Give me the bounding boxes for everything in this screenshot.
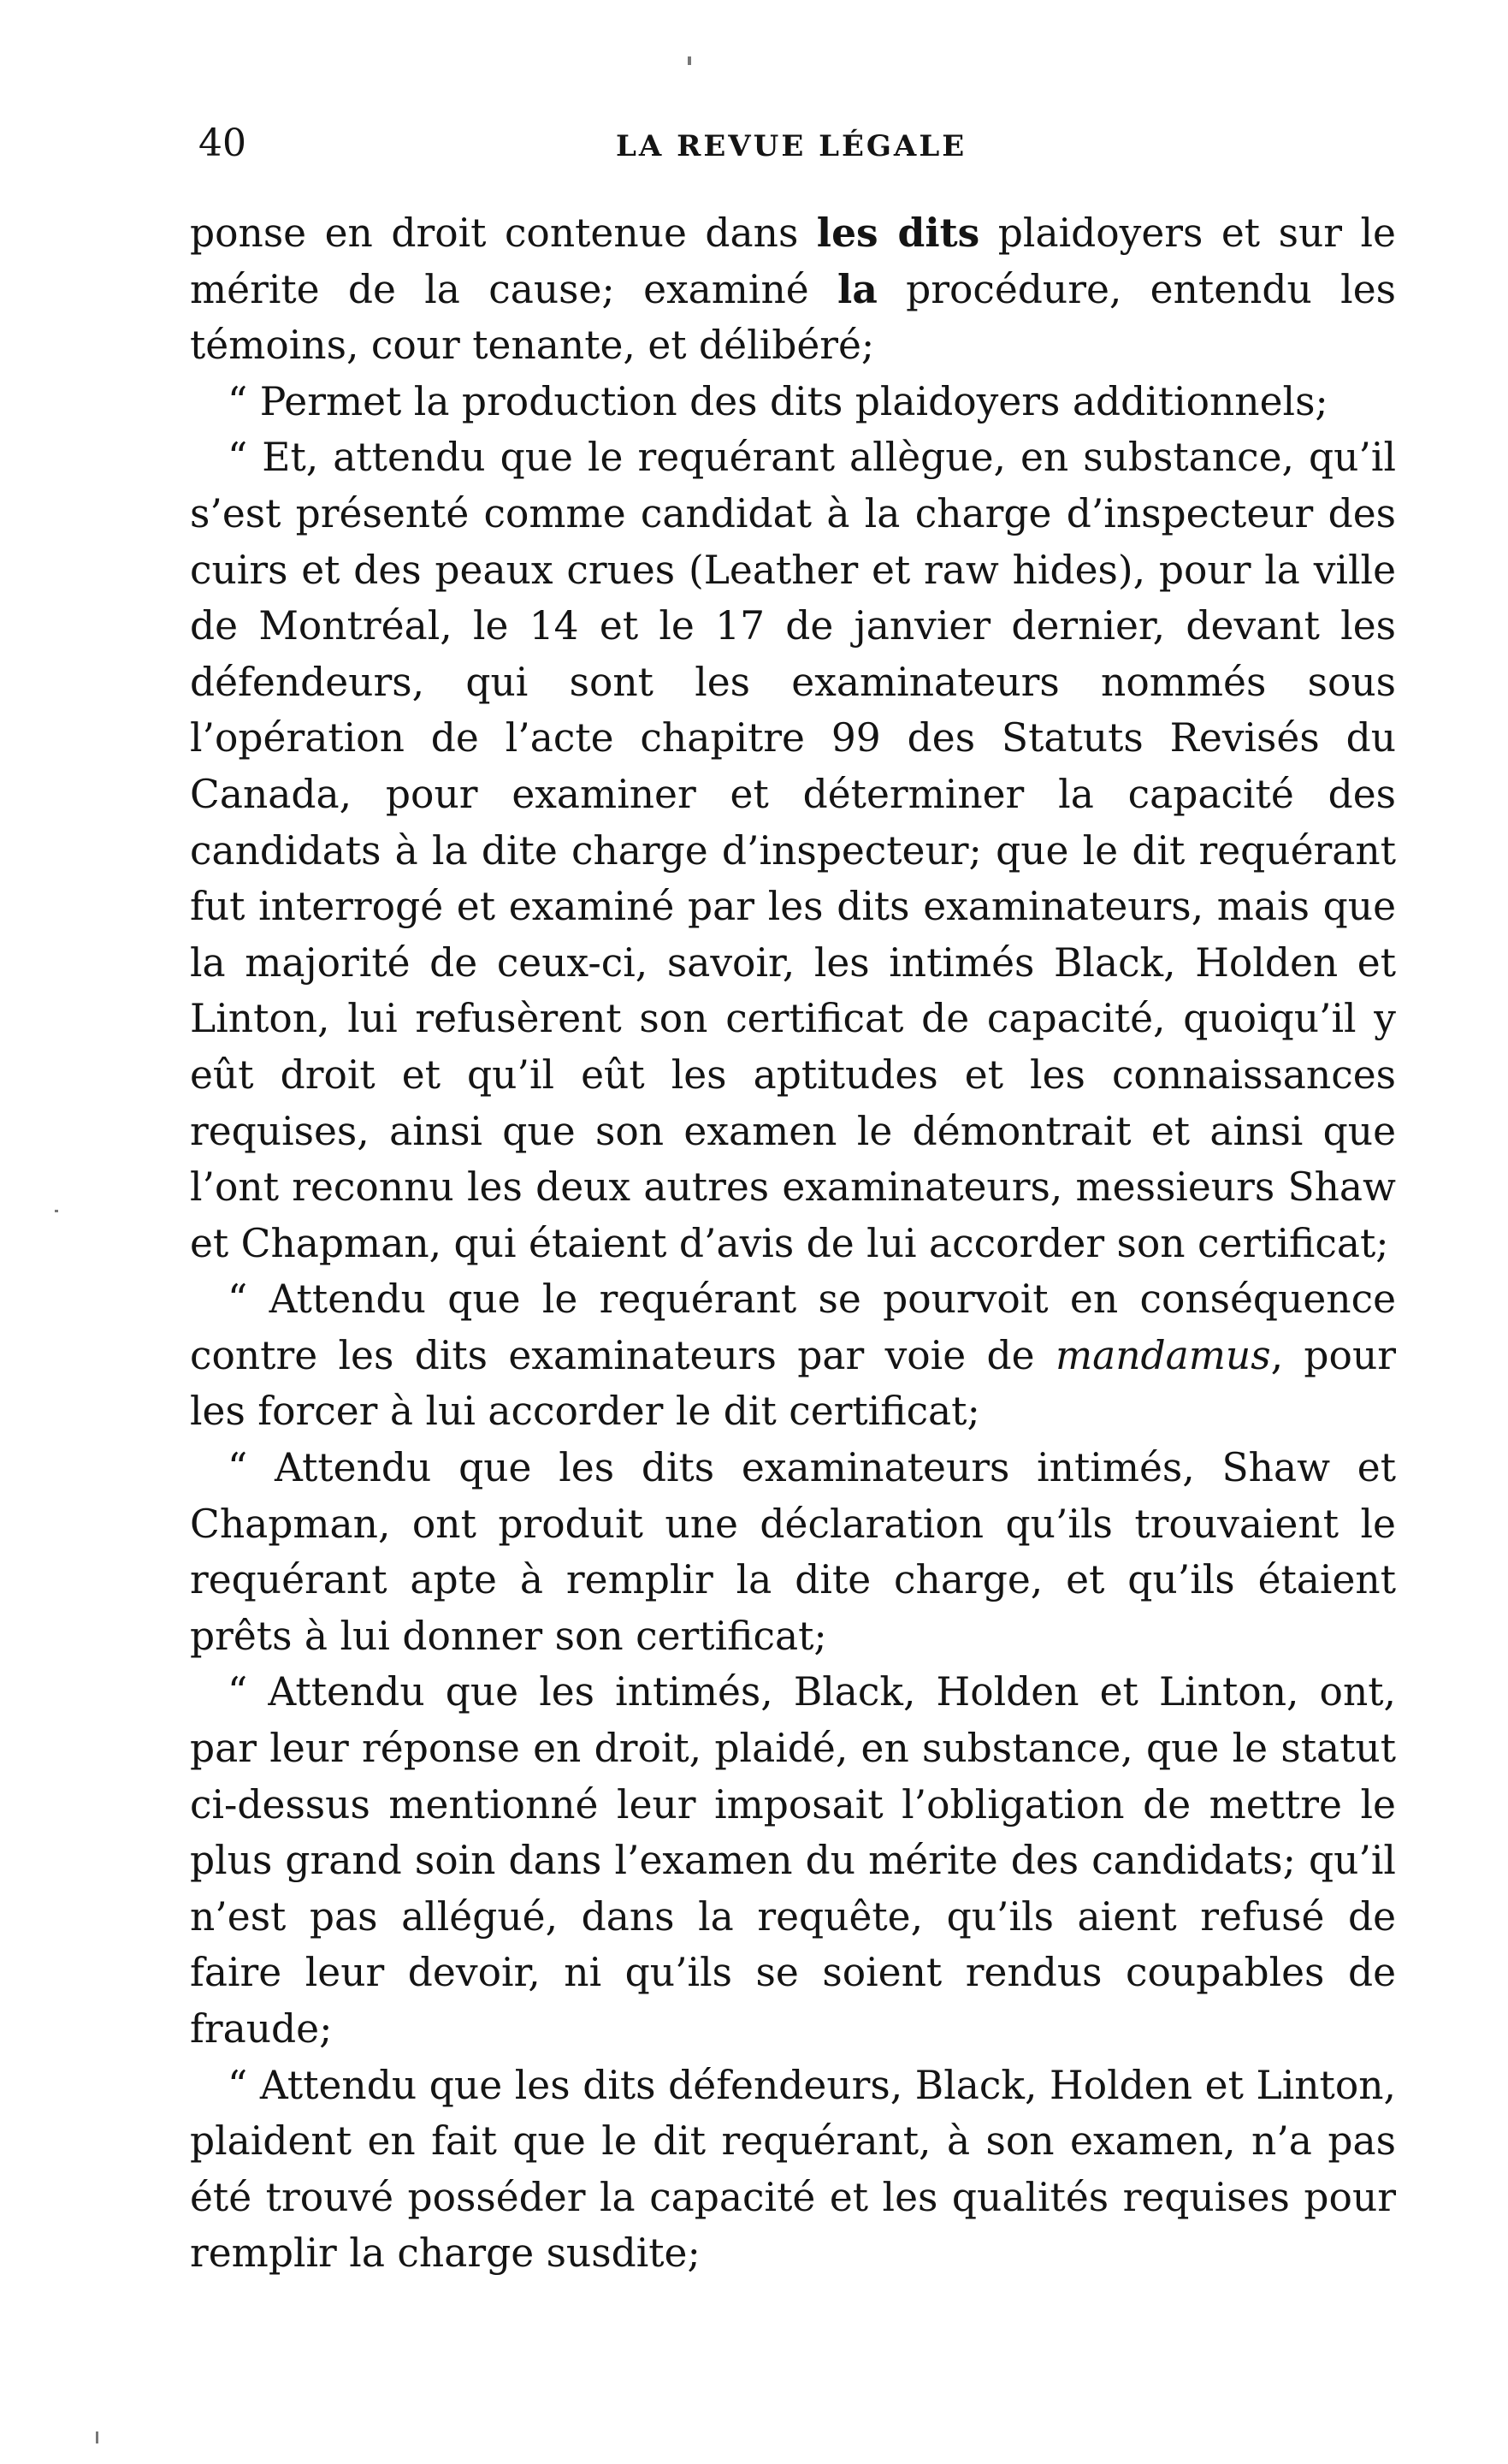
page-number: 40	[198, 121, 246, 165]
paragraph-5: “ Attendu que les dits examinateurs intimés, Shaw et Chapman, ont produit une déclaration qu’ils trouvaient le requérant apte à remplir la dite charge, et qu’ils étaient prêts à lui donner son certificat;	[190, 1445, 1396, 1659]
paragraph-1-text-a: ponse en droit contenue dans	[190, 210, 817, 256]
paragraph-4-text-c: , pour les forcer à lui accorder le dit certificat;	[190, 1332, 1396, 1435]
scan-speck-top	[688, 56, 691, 65]
paragraph-1-bold-les-dits: les dits	[816, 210, 980, 256]
paragraph-4	[190, 1271, 1396, 1440]
running-title: LA REVUE LÉGALE	[616, 129, 967, 163]
paragraph-6: “ Attendu que les intimés, Black, Holden et Linton, ont, par leur réponse en droit, plaidé, en substance, que le statut ci-dessus mentionné leur imposait l’obligation de mettre le plus grand soin dans l’examen du mérite des candidats; qu’il n’est pas allégué, dans la requête, qu’ils aient refusé de faire leur devoir, ni qu’ils se soient rendus coupables de fraude;	[190, 1669, 1396, 2052]
scan-speck-bottom	[96, 2431, 98, 2443]
scan-speck-left-margin	[55, 1210, 58, 1212]
paragraph-1	[190, 205, 1396, 374]
paragraph-1-text-e: procédure, entendu les témoins, cour tenante, et délibéré;	[190, 266, 1396, 369]
page-header	[198, 118, 1396, 178]
body-text	[190, 205, 1396, 2282]
paragraph-4-italic-mandamus: mandamus	[1055, 1332, 1271, 1378]
paragraph-3: “ Et, attendu que le requérant allègue, en substance, qu’il s’est présenté comme candidat à la charge d’inspecteur des cuirs et des peaux crues (Leather et raw hides), pour la ville de Montréal, le 14 et le 17 de janvier dernier, devant les défendeurs, qui sont les examinateurs nommés sous l’opération de l’acte chapitre 99 des Statuts Revisés du Canada, pour examiner et déterminer la capacité des candidats à la dite charge d’inspecteur; que le dit requérant fut interrogé et examiné par les dits examinateurs, mais que la majorité de ceux-ci, savoir, les intimés Black, Holden et Linton, lui refusèrent son certificat de capacité, quoiqu’il y eût droit et qu’il eût les aptitudes et les connaissances requises, ainsi que son examen le démontrait et ainsi que l’ont reconnu les deux autres examinateurs, messieurs Shaw et Chapman, qui étaient d’avis de lui accorder son certificat;	[190, 435, 1396, 1266]
paragraph-1-bold-la: la	[837, 265, 878, 312]
paragraph-2: “ Permet la production des dits plaidoyers additionnels;	[228, 378, 1328, 424]
paragraph-1-text-c: plaidoyers et sur le mérite de la cause; examiné	[190, 210, 1396, 312]
paragraph-7: “ Attendu que les dits défendeurs, Black, Holden et Linton, plaident en fait que le dit requérant, à son examen, n’a pas été trouvé posséder la capacité et les qualités requises pour remplir la charge susdite;	[190, 2062, 1396, 2277]
paragraph-4-text-a: “ Attendu que le requérant se pourvoit en conséquence contre les dits examinateurs par voie de	[190, 1276, 1396, 1378]
